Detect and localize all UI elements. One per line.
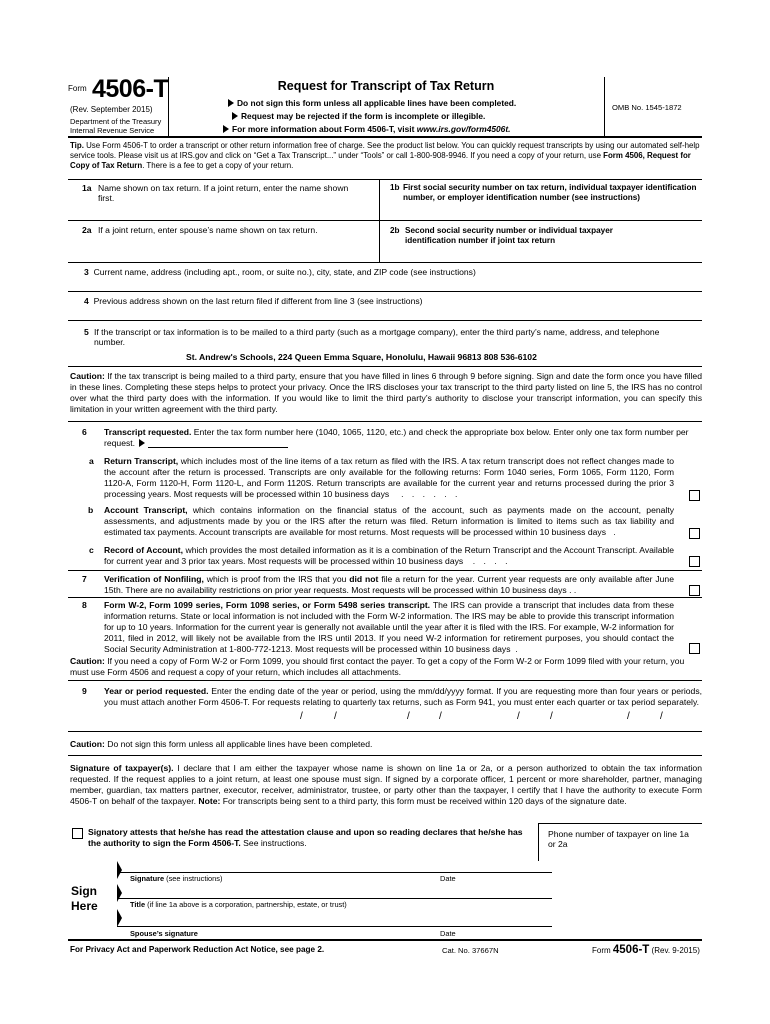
title-label: Title (if line 1a above is a corporation, partnership, estate, or trust) [130,900,347,909]
record-of-account-checkbox[interactable] [689,556,700,567]
omb-number: OMB No. 1545-1872 [612,103,682,112]
spouse-date-label: Date [440,929,456,938]
tip-paragraph: Tip. Use Form 4506-T to order a transcript or other return information free of charge. See the product list below. You can quickly request transcripts by using our automated self-help service tools. Please visit us at IRS.gov and click on “Get a Tax Transcript...” under “Tools” or call 1-800-908-9946. If you need a copy of your return, use Form 4506, Request for Copy of Tax Return. There is a fee to get a copy of your return. [70,141,700,170]
line-7-text: Verification of Nonfiling, which is proof from the IRS that you did not file a return for the year. Current year requests are only available after June 15th. There are no availability restrictions on prior year requests. Most requests will be processed within 10 business days . . [104,574,674,595]
spouse-signature-field[interactable] [128,912,558,926]
attestation-checkbox[interactable] [72,828,83,839]
w2-1099-transcript-checkbox[interactable] [689,643,700,654]
department-label: Department of the Treasury [70,117,162,126]
line-2a-label: 2a If a joint return, enter spouse’s name shown on tax return. [82,225,318,235]
title-arrow-icon [117,884,122,902]
revision-date: (Rev. September 2015) [70,105,153,114]
catalog-number: Cat. No. 37667N [442,946,499,955]
form-title: Request for Transcript of Tax Return [277,79,495,93]
form-url-link[interactable]: www.irs.gov/form4506t. [416,124,511,134]
phone-number-label: Phone number of taxpayer on line 1a or 2a [548,829,689,850]
line-6-number: 6 [82,427,87,437]
line-2b-label: 2b Second social security number or individual taxpayer identification number if joint tax return [390,226,613,245]
caution-w2: Caution: If you need a copy of Form W-2 or Form 1099, you should first contact the payer. To get a copy of the Form W-2 or Form 1099 filed with your return, you must use Form 4506 and request a copy of your return, which includes all attachments. [70,656,685,677]
signature-label: Signature (see instructions) [130,874,223,883]
tax-form-number-field[interactable] [148,438,288,448]
signature-arrow-icon [117,861,122,879]
caution-third-party: Caution: If the tax transcript is being mailed to a third party, ensure that you have filled in lines 6 through 9 before signing. Sign and date the form once you have filled in these lines. Completing these steps helps to protect your privacy. Once the IRS discloses your tax transcript to the third party listed on line 5, the IRS has no control over what the third party does with the information. If you would like to limit the third party’s authority to disclose your transcript information, you can specify this limitation in your written agreement with the third party. [70,371,702,414]
line-9-text: Year or period requested. Enter the ending date of the year or period, using the mm/dd/yyyy format. If you are requesting more than four years or periods, you must attach another Form 4506-T. For requests relating to quarterly tax returns, such as Form 941, you must enter each quarter or tax period separately. [104,686,703,707]
signature-date-label: Date [440,874,456,883]
line-4-label: 4 Previous address shown on the last return filed if different from line 3 (see instructions) [84,296,423,306]
spouse-signature-arrow-icon [117,909,122,927]
line-6b-letter: b [88,505,94,515]
line-8-number: 8 [82,600,87,610]
header-bullet-3: For more information about Form 4506-T, visit www.irs.gov/form4506t. [223,124,510,134]
spouse-signature-label: Spouse’s signature [130,929,198,938]
nonfiling-checkbox[interactable] [689,585,700,596]
line-5-third-party-value[interactable]: St. Andrew's Schools, 224 Queen Emma Square, Honolulu, Hawaii 96813 808 536-6102 [186,352,537,362]
line-6b-text: Account Transcript, which contains information on the financial status of the account, such as payments made on the account, penalty assessments, and adjustments made by you or the IRS after the return was filed. Return information is limited to items such as tax liability and estimated tax payments. Account transcripts are available for most returns. Most requests will be processed within 10 business days . [104,505,675,537]
attestation-text: Signatory attests that he/she has read the attestation clause and upon so reading declares that he/she has the authority to sign the Form 4506-T. See instructions. [88,827,523,848]
return-transcript-checkbox[interactable] [689,490,700,501]
line-6-text: Transcript requested. Enter the tax form number here (1040, 1065, 1120, etc.) and check the appropriate box below. Enter only one tax form number per request. [104,427,689,448]
title-field[interactable] [128,887,558,897]
form-label: Form [68,84,87,93]
line-6a-letter: a [89,456,94,466]
line-7-number: 7 [82,574,87,584]
line-6c-text: Record of Account, which provides the most detailed information as it is a combination of the Return Transcript and the Account Transcript. Available for current year and 3 prior tax years. Most requests will be processed within 10 business days . . . . [104,545,674,566]
account-transcript-checkbox[interactable] [689,528,700,539]
line-5-label: 5 If the transcript or tax information is to be mailed to a third party (such as a mortgage company), enter the third party’s name, address, and telephone number. [84,327,660,348]
form-number: 4506-T [92,75,169,103]
line-1b-label: 1b First social security number on tax return, individual taxpayer identification number, or employer identification number (see instructions) [390,183,697,202]
line-1a-label: 1a Name shown on tax return. If a joint return, enter the name shown first. [82,183,349,204]
privacy-notice: For Privacy Act and Paperwork Reduction Act Notice, see page 2. [70,945,325,954]
signature-field[interactable] [128,858,558,872]
line-6c-letter: c [89,545,94,555]
caution-signing: Caution: Do not sign this form unless all applicable lines have been completed. [70,739,373,749]
phone-number-field[interactable] [538,845,702,861]
agency-label: Internal Revenue Service [70,126,155,135]
footer-form-id: Form 4506-T (Rev. 9-2015) [592,944,700,956]
here-label: Here [71,899,98,913]
line-3-label: 3 Current name, address (including apt., room, or suite no.), city, state, and ZIP code (see instructions) [84,267,476,277]
line-6a-text: Return Transcript, which includes most of the line items of a tax return as filed with the IRS. A tax return transcript does not reflect changes made to the account after the return is processed. Transcripts are only available for the following returns: Form 1040 series, Form 1065, Form 1120, Form 1120-A, Form 1120-H, Form 1120-L, and Form 1120S. Return transcripts are available for the current year and returns processed during the prior 3 processing years. Most requests will be processed within 10 business days . . . . . . [104,456,674,499]
header-bullet-2: Request may be rejected if the form is incomplete or illegible. [232,111,485,121]
line-8-text: Form W-2, Form 1099 series, Form 1098 series, or Form 5498 series transcript. The IRS can provide a transcript that includes data from these information returns. State or local information is not included with the Form W-2 information. The IRS may be able to provide this transcript information for up to 10 years. Information for the current year is generally not available until the year after it is filed with the IRS. For example, W-2 information for 2011, filed in 2012, will likely not be available from the IRS until 2013. If you need W-2 information for retirement purposes, you should contact the Social Security Administration at 1-800-772-1213. Most requests will be processed within 10 business days . [104,600,674,654]
line-9-number: 9 [82,686,87,696]
sign-label: Sign [71,884,97,898]
signature-declaration: Signature of taxpayer(s). I declare that I am either the taxpayer whose name is shown on line 1a or 2a, or a person authorized to obtain the tax information requested. If the request applies to a joint return, at least one spouse must sign. If signed by a corporate officer, 1 percent or more shareholder, partner, managing member, guardian, tax matters partner, executor, receiver, administrator, trustee, or party other than the taxpayer, I certify that I have the authority to execute Form 4506-T on behalf of the taxpayer. Note: For transcripts being sent to a third party, this form must be received within 120 days of the signature date. [70,763,702,806]
header-bullet-1: Do not sign this form unless all applicable lines have been completed. [228,98,516,108]
